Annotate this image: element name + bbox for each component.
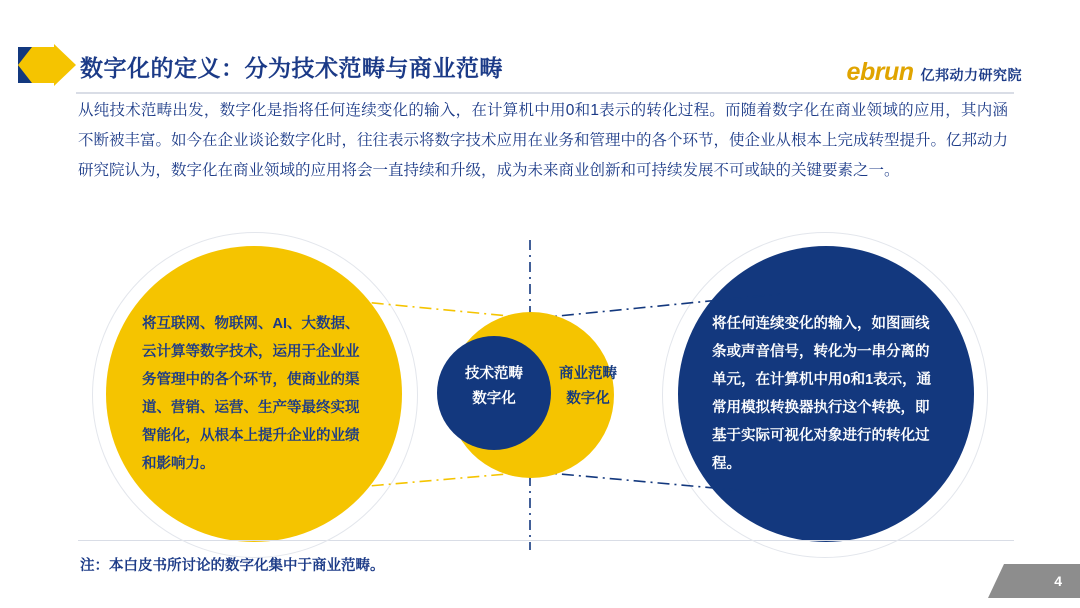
center-yellow-label-line2: 数字化 xyxy=(566,391,610,407)
right-circle-text: 将任何连续变化的输入，如图画线条或声音信号，转化为一串分离的单元，在计算机中用0和1表示，通常用模拟转换器执行这个转换，即基于实际可视化对象进行的转化过程。 xyxy=(712,316,932,472)
logo-text: 亿邦动力研究院 xyxy=(920,67,1022,83)
center-blue-label-line2: 数字化 xyxy=(472,391,516,407)
footnote: 注：本白皮书所讨论的数字化集中于商业范畴。 xyxy=(80,558,385,574)
page-title: 数字化的定义：分为技术范畴与商业范畴 xyxy=(80,55,503,81)
brand-logo xyxy=(847,58,1022,87)
yellow-arrow-icon xyxy=(18,44,76,86)
page-number: 4 xyxy=(1054,573,1062,589)
center-yellow-label xyxy=(540,362,636,412)
intro-paragraph: 从纯技术范畴出发，数字化是指将任何连续变化的输入，在计算机中用0和1表示的转化过程。而随着数字化在商业领域的应用，其内涵不断被丰富。如今在企业谈论数字化时，往往表示将数字技术应用在业务和管理中的各个环节，使企业从根本上完成转型提升。亿邦动力研究院认为，数字化在商业领域的应用将会一直持续和升级，成为未来商业创新和可持续发展不可或缺的关键要素之一。 xyxy=(78,102,1009,179)
title-divider xyxy=(76,92,1014,94)
page-number-tab xyxy=(988,564,1080,598)
center-yellow-label-line1: 商业范畴 xyxy=(559,366,617,382)
venn-diagram xyxy=(0,240,1080,550)
center-blue-label-line1: 技术范畴 xyxy=(465,366,523,382)
center-blue-label xyxy=(437,362,551,412)
left-circle-text: 将互联网、物联网、AI、大数据、云计算等数字技术，运用于企业业务管理中的各个环节，使商业的渠道、营销、运营、生产等最终实现智能化，从根本上提升企业的业绩和影响力。 xyxy=(142,316,360,472)
slide-header xyxy=(0,22,1080,86)
logo-mark: ebrun xyxy=(846,58,914,86)
